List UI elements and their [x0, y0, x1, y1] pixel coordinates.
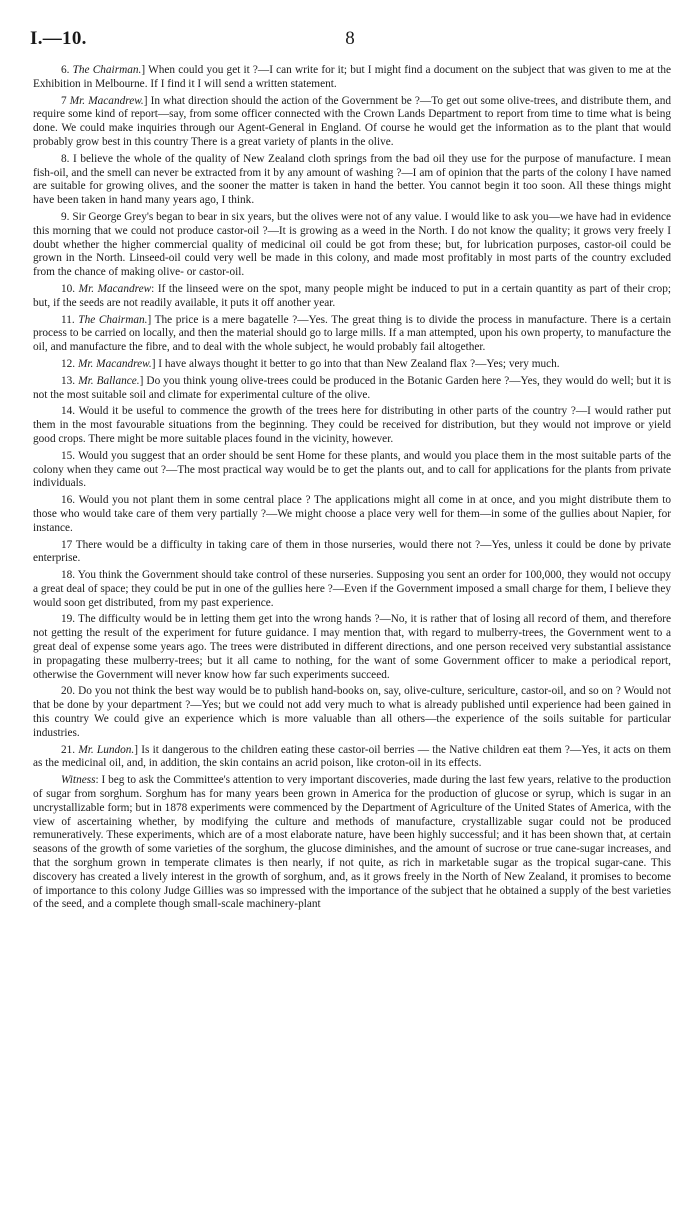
paragraph-number: 17: [61, 538, 76, 551]
paragraph-text: ] Is it dangerous to the children eating these castor-oil berries — the Native children eat them ?—Yes, it acts on them as the medicinal oil, and, in addition, the skin contains an acrid poison, like croton-oil in its effects.: [33, 743, 671, 770]
paragraph-number: 8.: [61, 152, 74, 165]
paragraph-text: : If the linseed were on the spot, many people might be induced to put in a certain quantity as part of their crop; but, if the seeds are not readily available, it puts it off another year.: [33, 282, 671, 309]
paragraph: [33, 95, 671, 150]
paragraph-number: 12.: [61, 357, 78, 370]
paragraph-number: 16.: [61, 494, 79, 507]
paragraph-number: 15.: [61, 449, 79, 462]
paragraph: [33, 494, 671, 535]
document-body: [33, 64, 671, 915]
paragraph: [33, 314, 671, 355]
paragraph: [33, 358, 671, 372]
paragraph: [33, 211, 671, 280]
speaker-name: Witness: [61, 774, 96, 787]
document-reference: I.—10.: [30, 28, 87, 49]
paragraph: [33, 569, 671, 610]
speaker-name: Mr. Macandrew.: [69, 94, 144, 107]
paragraph-number: 14.: [61, 405, 79, 418]
paragraph-text: There would be a difficulty in taking care of them in those nurseries, would there not ?—Yes, unless it could be done by private enterprise.: [33, 538, 671, 565]
paragraph-text: ] In what direction should the action of the Government be ?—To get out some olive-trees, and distribute them, and require some kind of report—say, from some officer connected with the Crown Lands Department to report from time to time what is being done. We could make inquiries through our Agent-General in England. Of course he would get the information as to the plant that would probably grow best in this country There is a great variety of plants in the olive.: [33, 94, 671, 148]
paragraph-text: The difficulty would be in letting them get into the wrong hands ?—No, it is rather that of losing all record of them, and therefore not getting the result of the experiment for future guidance. I may mention that, with regard to mulberry-trees, the Government went to a great deal of expense some years ago. The trees were distributed in different directions, and one person received very substantial assistance in propagating these mulberry-trees; but it all came to nothing, for the want of some Government officer to make a periodical report, otherwise the Government will never know how far such experiments succeed.: [33, 613, 671, 681]
paragraph-number: 11.: [61, 313, 79, 326]
speaker-name: Mr. Ballance.: [78, 374, 140, 387]
speaker-name: The Chairman.: [78, 313, 148, 326]
paragraph-text: Would it be useful to commence the growth of the trees here for distributing in other parts of the country ?—I would rather put them in the most favourable situations from the beginning. They could be received for distribution, but they would not improve or yield good crops. There might be more suitable places found in the vicinity, however.: [33, 405, 671, 445]
paragraph-text: Sir George Grey's began to bear in six years, but the olives were not of any value. I would like to ask you—we have had in evidence this morning that we could not produce castor-oil ?—It is growing as a weed in the North. I do not know the quality; it grows very freely I doubt whether the higher commercial quality of medicinal oil could be got from these; but, for lubrication purposes, castor-oil could be grown in the North. Linseed-oil could very well be made in this colony, and made most profitably in most parts of the country excluded from the chance of making olive- or castor-oil.: [33, 210, 671, 279]
paragraph-number: 6.: [61, 64, 73, 76]
page-header: [30, 28, 670, 52]
paragraph: [33, 405, 671, 446]
paragraph: [33, 450, 671, 491]
paragraph: [33, 375, 671, 403]
paragraph-number: 21.: [61, 743, 79, 756]
paragraph: [33, 539, 671, 567]
paragraph-number: 19.: [61, 613, 79, 626]
paragraph: [33, 153, 671, 208]
paragraph-text: ] The price is a mere bagatelle ?—Yes. The great thing is to divide the process in manufacture. There is a certain process to be carried on locally, and then the material should go to large mills. If a man attempted, upon his own property, to manufacture the oil, and manufacture the fibre, and to deal with the whole subject, he would probably fail altogether.: [33, 313, 671, 354]
paragraph-number: 7: [61, 94, 70, 107]
paragraph-number: 10.: [61, 282, 79, 295]
paragraph: [33, 685, 671, 740]
speaker-name: Mr. Lundon.: [78, 743, 135, 756]
paragraph-number: 20.: [61, 685, 79, 698]
paragraph-text: Would you suggest that an order should be sent Home for these plants, and would you place them in the most suitable parts of the colony when they came out ?—The most practical way would be to get the plants out, and to call for applications for the plants from private individuals.: [33, 449, 672, 490]
paragraph-text: : I beg to ask the Committee's attention to very important discoveries, made during the last few years, relative to the production of sugar from sorghum. Sorghum has for many years been grown in America for the production of glucose or syrup, which is sugar in an uncrystallizable form; but in 1878 experiments were commenced by the Department of Agriculture of the United States of America, with the view of ascertaining whether, by modifying the culture and methods of manufacture, crystallizable sugar could not be produced remuneratively. These experiments, which are of a most elaborate nature, have been highly successful; and it has been shown that, at certain seasons of the growth of some varieties of the sorghum, the glucose diminishes, and the amount of sucrose or true cane-sugar increases, and that the sorghum grown in temperate climates is then nearly, if not quite, as rich in marketable sugar as the tropical sugar-cane. This discovery has created a lively interest in the growth of sorghum, and, as it grows freely in the North of New Zealand, it promises to become of importance to this colony Judge Gillies was so impressed with the importance of the subject that he obtained a supply of the best varieties of the seed, and a complete though small-scale machinery-plant: [33, 774, 671, 911]
paragraph: [33, 283, 671, 311]
paragraph-text: I believe the whole of the quality of New Zealand cloth springs from the bad oil they use for the purpose of manufacture. I mean fish-oil, and the smell can never be extracted from it by any amount of washing ?—I am of opinion that the parts of the colony I have named are suitable for growing olives, and the sooner the matter is taken in hand the better. You cannot begin it too soon. All these things might have been taken in hand many years ago, I think.: [33, 152, 671, 207]
paragraph: [33, 613, 671, 682]
paragraph-text: ] Do you think young olive-trees could be produced in the Botanic Garden here ?—Yes, they would do well; but it is not the most suitable soil and climate for experimental culture of the olive.: [33, 374, 672, 401]
paragraph-text: Do you not think the best way would be to publish hand-books on, say, olive-culture, sericulture, castor-oil, and so on ? Would not that be done by your department ?—Yes; but we could not add very much to what is already published until experience had been gained in this country We could give an experience which is more valuable than all others—the experience of the soils suitable for particular industries.: [33, 685, 671, 739]
speaker-name: Mr. Macandrew: [78, 282, 152, 295]
paragraph-number: 9.: [61, 210, 73, 223]
page-number: 8: [345, 28, 355, 49]
paragraph-text: You think the Government should take control of these nurseries. Supposing you sent an order for 100,000, they would not occupy a great deal of space; they could be put in one of the gullies here ?—Even if the Government imposed a small charge for them, I believe they would soon get distributed, from my past experience.: [33, 569, 672, 609]
paragraph-text: ] I have always thought it better to go into that than New Zealand flax ?—Yes; very much.: [151, 357, 560, 370]
paragraph: [33, 744, 671, 772]
speaker-name: The Chairman.: [72, 64, 142, 76]
paragraph-number: 18.: [61, 569, 78, 582]
paragraph: [33, 774, 671, 912]
paragraph: [33, 64, 671, 92]
speaker-name: Mr. Macandrew.: [77, 357, 152, 370]
paragraph-text: Would you not plant them in some central place ? The applications might all come in at once, and you might distribute them to those who would take care of them very partially ?—We might choose a place very well for them—in some of the gullies about Napier, for instance.: [33, 494, 671, 534]
paragraph-number: 13.: [61, 374, 79, 387]
paragraph-text: ] When could you get it ?—I can write for it; but I might find a document on the subject that was given to me at the Exhibition in Melbourne. If I find it I will send a written statement.: [33, 64, 672, 90]
